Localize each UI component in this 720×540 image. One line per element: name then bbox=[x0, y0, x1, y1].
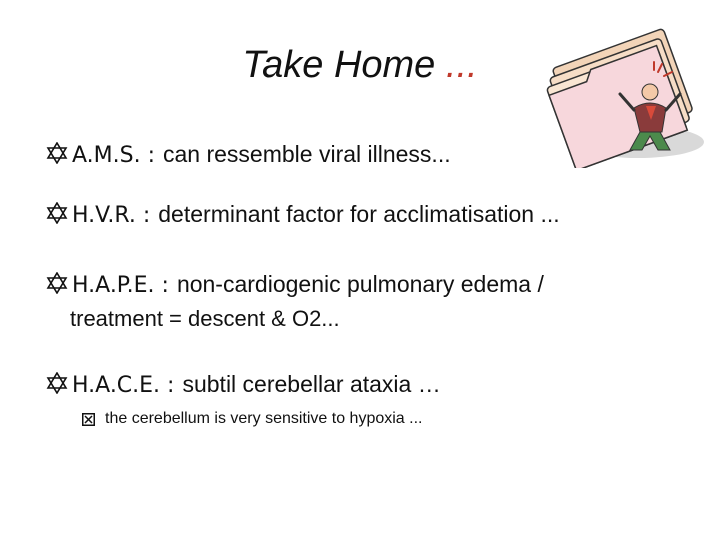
boxed-x-icon bbox=[82, 413, 95, 426]
star-of-david-icon bbox=[46, 202, 68, 224]
bullet-hace bbox=[46, 370, 441, 398]
sub-bullet-cerebellum bbox=[82, 410, 422, 428]
star-of-david-icon bbox=[46, 372, 68, 394]
bullet-hape-continuation: treatment = descent & O2... bbox=[70, 306, 340, 331]
star-of-david-icon bbox=[46, 142, 68, 164]
bullet-key: H.V.R. : bbox=[72, 203, 151, 228]
bullet-ams bbox=[46, 140, 451, 168]
title-dots: ... bbox=[445, 44, 478, 86]
folder-person-clipart bbox=[528, 10, 712, 168]
bullet-text: subtil cerebellar ataxia … bbox=[182, 371, 441, 397]
bullet-hape bbox=[46, 270, 544, 298]
star-of-david-icon bbox=[46, 272, 68, 294]
bullet-key: H.A.C.E. : bbox=[72, 373, 175, 398]
bullet-text: non-cardiogenic pulmonary edema / bbox=[176, 271, 544, 297]
sub-bullet-text: the cerebellum is very sensitive to hypoxia ... bbox=[105, 410, 423, 427]
bullet-key: A.M.S. : bbox=[72, 143, 155, 168]
title-text: Take Home bbox=[242, 44, 436, 86]
bullet-hvr bbox=[46, 200, 560, 228]
bullet-key: H.A.P.E. : bbox=[72, 273, 169, 298]
bullet-text: determinant factor for acclimatisation ... bbox=[158, 201, 560, 227]
bullet-text: can ressemble viral illness... bbox=[163, 141, 451, 167]
